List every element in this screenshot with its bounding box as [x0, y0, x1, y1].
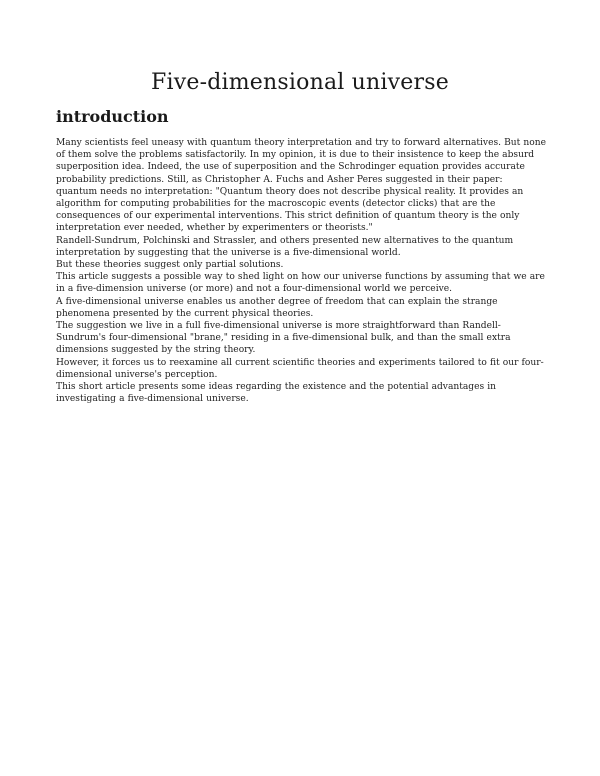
paragraph: However, it forces us to reexamine all current scientific theories and experiments tailored to fit our four-dimensional universe's perception.	[56, 357, 544, 380]
paragraph: A five-dimensional universe enables us another degree of freedom that can explain the strange phenomena presented by the current physical theories.	[56, 296, 498, 319]
paragraph: Randell-Sundrum, Polchinski and Strassler, and others presented new alternatives to the quantum interpretation by suggesting that the universe is a five-dimensional world.	[56, 235, 514, 258]
paragraph: Many scientists feel uneasy with quantum theory interpretation and try to forward alternatives. But none of them solve the problems satisfactorily. In my opinion, it is due to their insistence to keep the absurd superposition idea. Indeed, the use of superposition and the Schrodinger equation provides accurate probability predictions. Still, as Christopher A. Fuchs and Asher Peres suggested in their paper: quantum needs no interpretation: "Quantum theory does not describe physical reality. It provides an algorithm for computing probabilities for the macroscopic events (detector clicks) that are the consequences of our experimental interventions. This strict definition of quantum theory is the only interpretation ever needed, whether by experimenters or theorists."	[56, 138, 546, 234]
introduction-body	[56, 137, 546, 405]
paragraph: This short article presents some ideas regarding the existence and the potential advantages in investigating a five-dimensional universe.	[56, 382, 497, 405]
document-title: Five-dimensional universe	[151, 70, 449, 95]
paragraph: This article suggests a possible way to shed light on how our universe functions by assuming that we are in a five-dimension universe (or more) and not a four-dimensional world we perceive.	[56, 272, 545, 295]
paragraph: The suggestion we live in a full five-dimensional universe is more straightforward than Randell-Sundrum's four-dimensional "brane," residing in a five-dimensional bulk, and than the small extra dimensions suggested by the string theory.	[56, 321, 511, 356]
paragraph: But these theories suggest only partial solutions.	[56, 260, 284, 271]
section-heading-introduction: introduction	[56, 107, 169, 126]
